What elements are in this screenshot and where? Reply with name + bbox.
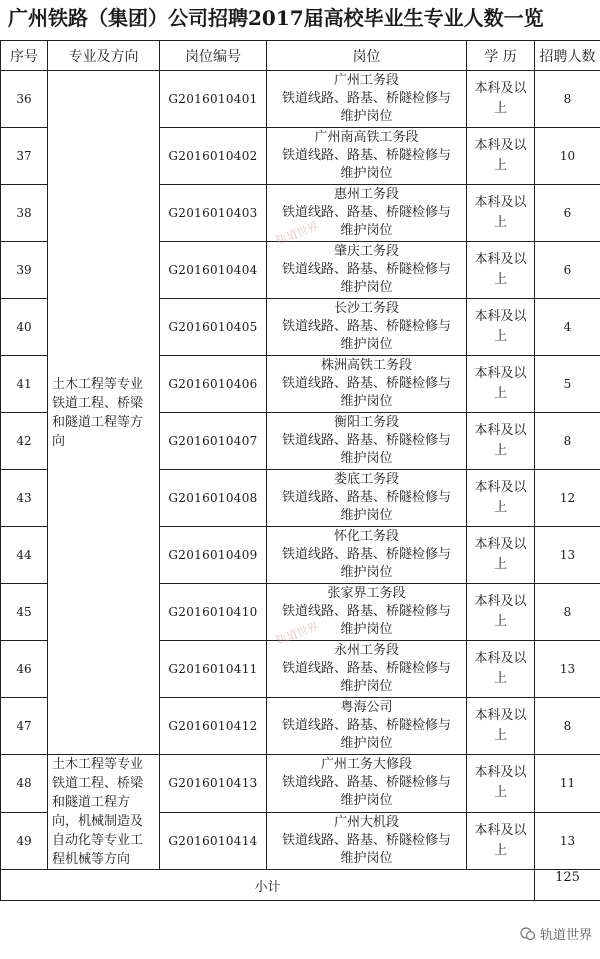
position-cell — [267, 641, 467, 698]
count-cell: 6 — [535, 185, 600, 242]
education-cell: 本科及以上 — [467, 356, 535, 413]
position-unit: 永州工务段 — [333, 643, 399, 658]
position-cell — [267, 470, 467, 527]
position-cell — [267, 755, 467, 813]
position-code: G2016010405 — [160, 299, 267, 356]
position-job: 铁道线路、路基、桥隧检修与维护岗位 — [281, 91, 451, 124]
position-cell — [267, 128, 467, 185]
row-number: 47 — [1, 698, 48, 755]
position-cell — [267, 242, 467, 299]
education-cell: 本科及以上 — [467, 299, 535, 356]
wechat-icon — [520, 926, 536, 942]
header-code: 岗位编号 — [160, 41, 267, 71]
position-cell — [267, 413, 467, 470]
position-job: 铁道线路、路基、桥隧检修与维护岗位 — [281, 490, 451, 523]
position-code: G2016010407 — [160, 413, 267, 470]
row-number: 45 — [1, 584, 48, 641]
row-number: 41 — [1, 356, 48, 413]
count-cell: 12 — [535, 470, 600, 527]
recruitment-table — [0, 40, 600, 901]
watermark: 轨道世界 — [274, 619, 321, 648]
position-job: 铁道线路、路基、桥隧检修与维护岗位 — [281, 547, 451, 580]
count-cell: 8 — [535, 71, 600, 128]
education-cell: 本科及以上 — [467, 641, 535, 698]
subtotal-value: 125 — [535, 870, 600, 901]
education-cell: 本科及以上 — [467, 242, 535, 299]
position-code: G2016010414 — [160, 812, 267, 870]
education-cell: 本科及以上 — [467, 812, 535, 870]
position-cell — [267, 356, 467, 413]
count-cell: 8 — [535, 413, 600, 470]
position-unit: 广州大机段 — [333, 814, 399, 830]
position-unit: 怀化工务段 — [333, 529, 399, 544]
table-row — [1, 71, 600, 128]
position-unit: 张家界工务段 — [327, 586, 406, 601]
education-cell: 本科及以上 — [467, 413, 535, 470]
row-number: 49 — [1, 812, 48, 870]
row-number: 36 — [1, 71, 48, 128]
education-cell: 本科及以上 — [467, 185, 535, 242]
position-unit: 广州南高铁工务段 — [314, 130, 419, 145]
major-cell: 土木工程等专业铁道工程、桥梁和隧道工程等方向 — [48, 71, 160, 755]
position-job: 铁道线路、路基、桥隧检修与维护岗位 — [281, 376, 451, 409]
position-code: G2016010402 — [160, 128, 267, 185]
position-code: G2016010403 — [160, 185, 267, 242]
position-code: G2016010404 — [160, 242, 267, 299]
major-cell: 土木工程等专业铁道工程、桥梁和隧道工程方向，机械制造及自动化等专业工程机械等方向 — [48, 755, 160, 870]
position-job: 铁道线路、路基、桥隧检修与维护岗位 — [281, 205, 451, 238]
page-title: 广州铁路（集团）公司招聘2017届高校毕业生专业人数一览 — [8, 6, 544, 30]
position-job: 铁道线路、路基、桥隧检修与维护岗位 — [281, 433, 451, 466]
position-job: 铁道线路、路基、桥隧检修与维护岗位 — [281, 661, 451, 694]
position-code: G2016010413 — [160, 755, 267, 813]
watermark: 轨道世界 — [274, 219, 321, 248]
count-cell: 5 — [535, 356, 600, 413]
position-unit: 衡阳工务段 — [333, 415, 399, 430]
education-cell: 本科及以上 — [467, 527, 535, 584]
position-cell — [267, 698, 467, 755]
position-unit: 惠州工务段 — [333, 187, 399, 202]
table-row — [1, 755, 600, 813]
position-job: 铁道线路、路基、桥隧检修与维护岗位 — [281, 262, 451, 295]
position-code: G2016010409 — [160, 527, 267, 584]
position-cell — [267, 527, 467, 584]
position-job: 铁道线路、路基、桥隧检修与维护岗位 — [281, 832, 451, 866]
position-code: G2016010406 — [160, 356, 267, 413]
row-number: 44 — [1, 527, 48, 584]
row-number: 39 — [1, 242, 48, 299]
position-job: 铁道线路、路基、桥隧检修与维护岗位 — [281, 775, 451, 809]
position-unit: 肇庆工务段 — [333, 244, 399, 259]
position-cell — [267, 812, 467, 870]
position-unit: 广州工务段 — [333, 73, 399, 88]
education-cell: 本科及以上 — [467, 755, 535, 813]
position-job: 铁道线路、路基、桥隧检修与维护岗位 — [281, 148, 451, 181]
count-cell: 13 — [535, 812, 600, 870]
count-cell: 6 — [535, 242, 600, 299]
education-cell: 本科及以上 — [467, 698, 535, 755]
count-cell: 10 — [535, 128, 600, 185]
count-cell: 13 — [535, 527, 600, 584]
row-number: 46 — [1, 641, 48, 698]
position-job: 铁道线路、路基、桥隧检修与维护岗位 — [281, 604, 451, 637]
count-cell: 13 — [535, 641, 600, 698]
subtotal-row — [1, 870, 600, 901]
position-job: 铁道线路、路基、桥隧检修与维护岗位 — [281, 319, 451, 352]
header-count: 招聘人数 — [535, 41, 600, 71]
subtotal-label: 小计 — [1, 870, 535, 901]
count-cell: 8 — [535, 698, 600, 755]
brand-badge — [520, 924, 592, 943]
row-number: 38 — [1, 185, 48, 242]
row-number: 42 — [1, 413, 48, 470]
row-number: 40 — [1, 299, 48, 356]
position-unit: 娄底工务段 — [333, 472, 399, 487]
position-cell — [267, 299, 467, 356]
brand-label: 轨道世界 — [539, 928, 592, 943]
position-job: 铁道线路、路基、桥隧检修与维护岗位 — [281, 718, 451, 751]
row-number: 37 — [1, 128, 48, 185]
header-position: 岗位 — [267, 41, 467, 71]
position-unit: 广州工务大修段 — [320, 757, 412, 773]
position-unit: 粤海公司 — [340, 700, 393, 715]
row-number: 48 — [1, 755, 48, 813]
count-cell: 4 — [535, 299, 600, 356]
education-cell: 本科及以上 — [467, 584, 535, 641]
position-unit: 株洲高铁工务段 — [320, 358, 412, 373]
row-number: 43 — [1, 470, 48, 527]
position-code: G2016010410 — [160, 584, 267, 641]
count-cell: 8 — [535, 584, 600, 641]
position-unit: 长沙工务段 — [333, 301, 399, 316]
education-cell: 本科及以上 — [467, 71, 535, 128]
table-header-row — [1, 41, 600, 71]
header-major: 专业及方向 — [48, 41, 160, 71]
education-cell: 本科及以上 — [467, 128, 535, 185]
position-code: G2016010401 — [160, 71, 267, 128]
position-code: G2016010408 — [160, 470, 267, 527]
position-cell — [267, 71, 467, 128]
count-cell: 11 — [535, 755, 600, 813]
position-code: G2016010412 — [160, 698, 267, 755]
education-cell: 本科及以上 — [467, 470, 535, 527]
position-code: G2016010411 — [160, 641, 267, 698]
header-education: 学 历 — [467, 41, 535, 71]
header-no: 序号 — [1, 41, 48, 71]
